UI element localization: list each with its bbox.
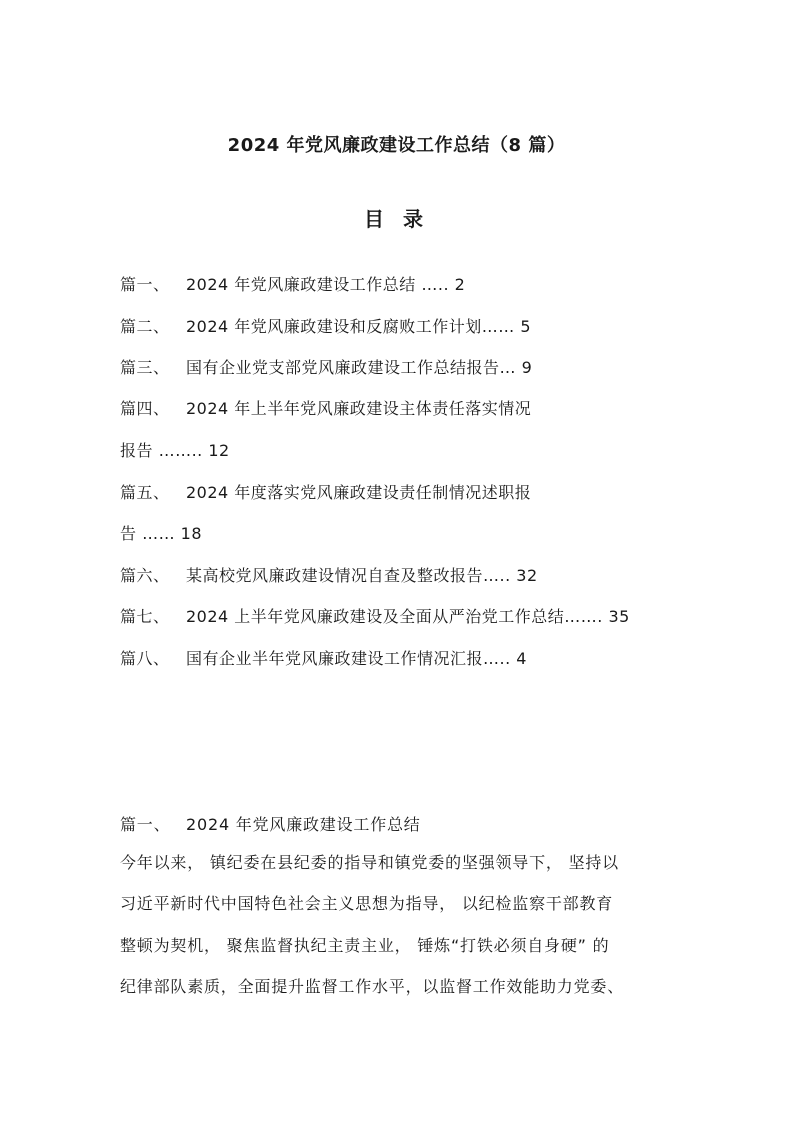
toc-entry-label: 篇八、 xyxy=(120,649,170,668)
toc-entry-text: 2024 年度落实党风廉政建设责任制情况述职报 xyxy=(186,483,532,502)
toc-entry-label: 篇二、 xyxy=(120,317,170,336)
toc-entry-text: 某高校党风廉政建设情况自查及整改报告….. 32 xyxy=(186,566,538,585)
section-heading xyxy=(120,814,421,836)
section-title: 2024 年党风廉政建设工作总结 xyxy=(186,815,421,834)
paragraph-line: 习近平新时代中国特色社会主义思想为指导， 以纪检监察干部教育 xyxy=(120,894,614,913)
toc-entry-text: 国有企业党支部党风廉政建设工作总结报告… 9 xyxy=(186,358,533,377)
toc-entry-2[interactable] xyxy=(120,316,531,338)
paragraph-line: 纪律部队素质，全面提升监督工作水平，以监督工作效能助力党委、 xyxy=(120,977,625,996)
toc-entry-label: 篇一、 xyxy=(120,275,170,294)
toc-entry-text: 2024 年党风廉政建设工作总结 ….. 2 xyxy=(186,275,466,294)
toc-entry-text: 2024 上半年党风廉政建设及全面从严治党工作总结……. 35 xyxy=(186,607,630,626)
toc-entry-label: 篇五、 xyxy=(120,483,170,502)
toc-entry-3[interactable] xyxy=(120,357,532,379)
toc-entry-label: 篇四、 xyxy=(120,399,170,418)
toc-entry-7[interactable] xyxy=(120,606,630,628)
toc-entry-8[interactable] xyxy=(120,648,527,670)
toc-entry-label: 篇七、 xyxy=(120,607,170,626)
paragraph-line: 今年以来， 镇纪委在县纪委的指导和镇党委的坚强领导下， 坚持以 xyxy=(120,853,619,872)
toc-heading: 目 录 xyxy=(364,207,429,231)
toc-entry-text: 2024 年上半年党风廉政建设主体责任落实情况 xyxy=(186,399,532,418)
toc-entry-label: 篇三、 xyxy=(120,358,170,377)
section-label: 篇一、 xyxy=(120,815,171,834)
toc-entry-5[interactable] xyxy=(120,482,531,504)
document-title: 2024 年党风廉政建设工作总结（8 篇） xyxy=(227,135,566,156)
toc-entry-4[interactable] xyxy=(120,398,531,420)
paragraph-line: 整顿为契机， 聚焦监督执纪主责主业， 锤炼“打铁必须自身硬” 的 xyxy=(120,936,610,955)
toc-entry-5-continuation[interactable]: 告 …… 18 xyxy=(120,524,203,543)
toc-entry-text: 2024 年党风廉政建设和反腐败工作计划…… 5 xyxy=(186,317,532,336)
toc-entry-label: 篇六、 xyxy=(120,566,170,585)
toc-entry-6[interactable] xyxy=(120,565,538,587)
toc-entry-1[interactable] xyxy=(120,274,465,296)
toc-entry-text: 国有企业半年党风廉政建设工作情况汇报….. 4 xyxy=(186,649,527,668)
toc-entry-4-continuation[interactable]: 报告 …….. 12 xyxy=(120,441,230,460)
